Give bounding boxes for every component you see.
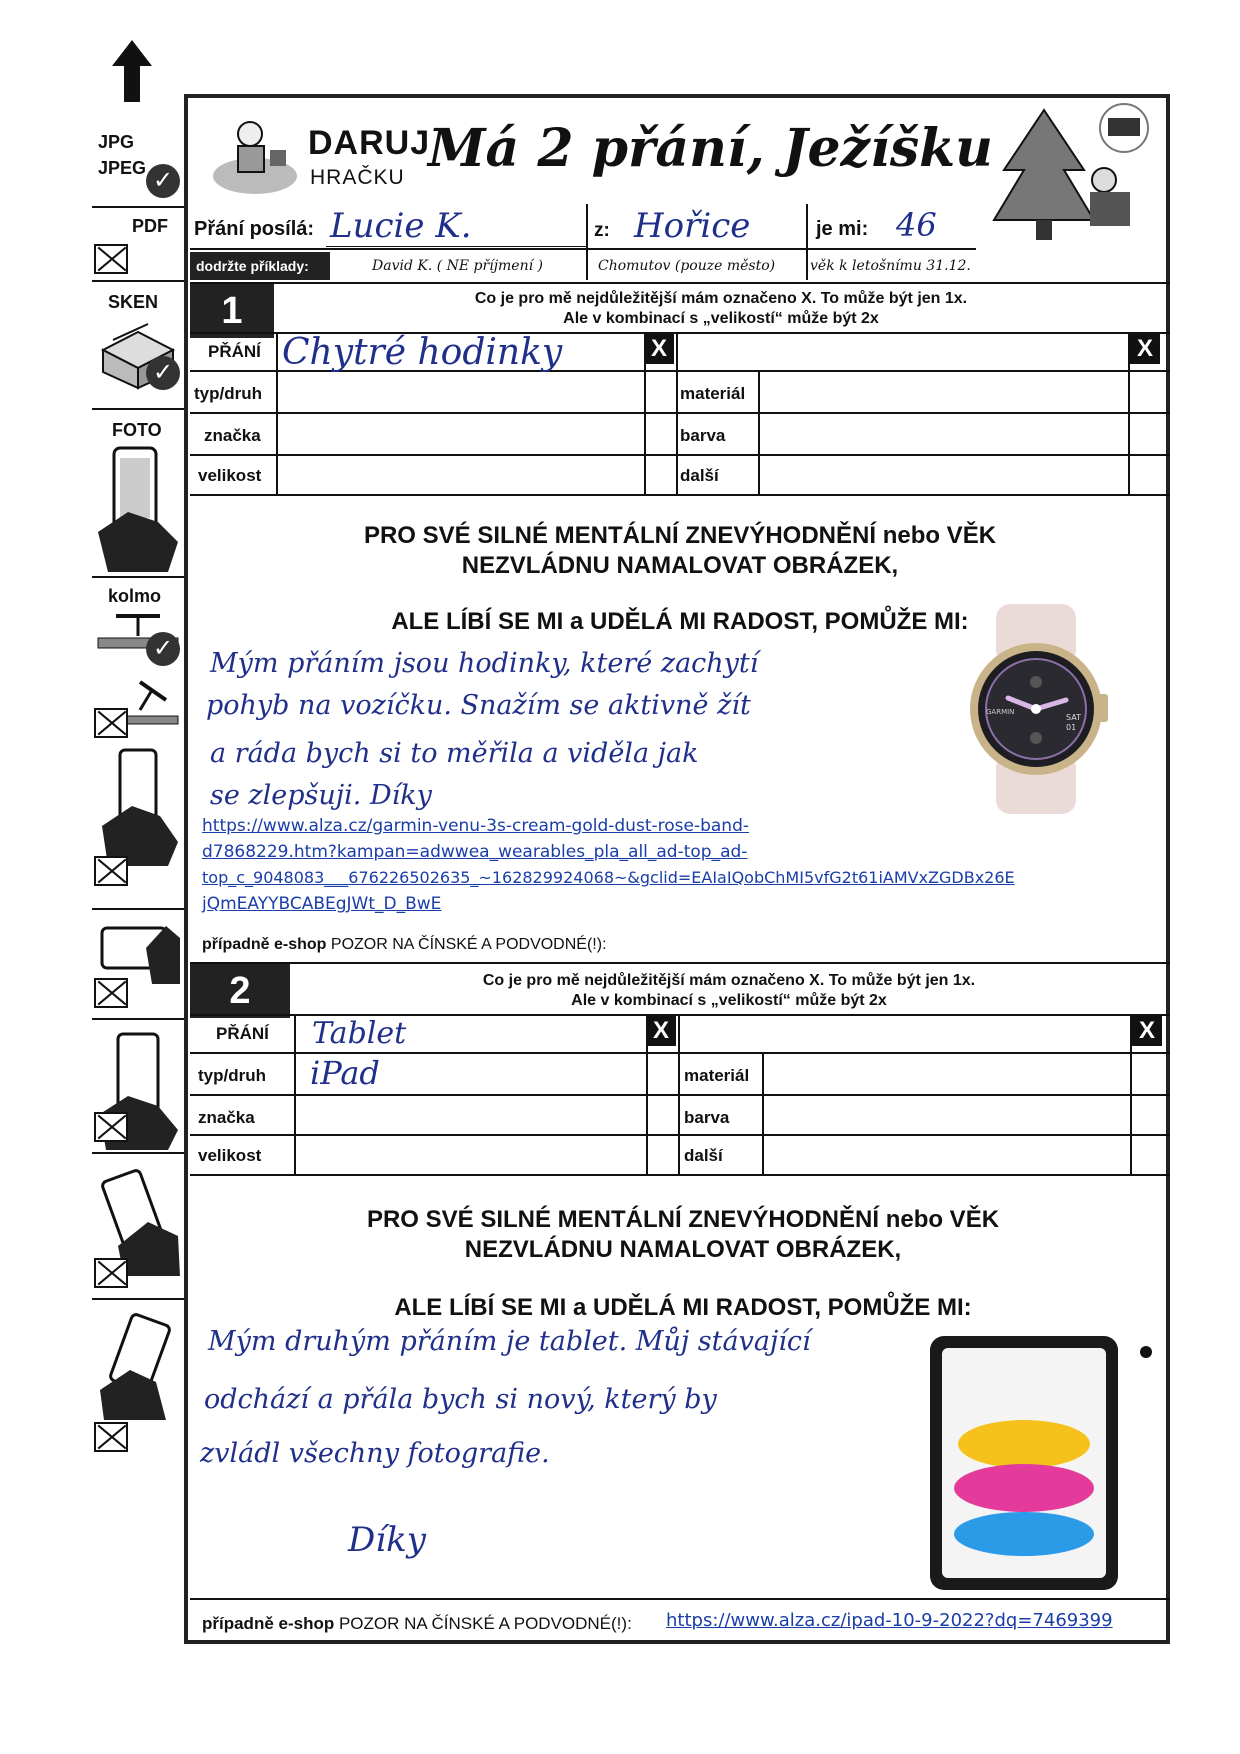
wish1-barva-label: barva [680, 426, 726, 445]
wish1-typ-label: typ/druh [194, 384, 262, 403]
wish2-znacka-label: značka [198, 1108, 255, 1127]
wish1-prani-value[interactable]: Chytré hodinky [282, 332, 563, 373]
cross-box-icon [94, 708, 128, 738]
watch-date: 01 [1066, 723, 1077, 732]
sidebar-sken-label: SKEN [108, 292, 159, 312]
logo-line1: DARUJ [308, 124, 431, 162]
wish1-velikost-label: velikost [198, 466, 262, 485]
wish2-number: 2 [190, 964, 290, 1018]
sidebar-jpg-label: JPG [98, 132, 135, 152]
wish2-handwritten-line4: Díky [348, 1520, 426, 1560]
example-name: David K. ( NE příjmení ) [372, 258, 544, 274]
wish2-prani-label: PŘÁNÍ [216, 1024, 269, 1043]
cross-box-icon [94, 978, 128, 1008]
wish2-eshop-label-bold: případně e-shop [202, 1614, 335, 1633]
check-icon: ✓ [146, 632, 180, 666]
wish1-url-line3[interactable]: top_c_9048083___676226502635_~162829924068~&gclid=EAIaIQobChMI5vfG2t61iAMVxZGDBx26E [202, 868, 1015, 887]
logo-line2: HRAČKU [310, 166, 405, 189]
check-icon: ✓ [146, 164, 180, 198]
from-value[interactable]: Hořice [634, 206, 751, 246]
wish2-instruction-line2: Ale v kombinací s „velikostí“ může být 2x [571, 992, 887, 1009]
wish1-x-mark[interactable]: X [644, 334, 674, 364]
examples-label: dodržte příklady: [190, 252, 330, 280]
age-value[interactable]: 46 [896, 206, 937, 244]
wish2-notice-line1: PRO SVÉ SILNÉ MENTÁLNÍ ZNEVÝHODNĚNÍ nebo VĚK [366, 1206, 1000, 1233]
wish1-number: 1 [190, 284, 274, 338]
sidebar [92, 112, 184, 1642]
check-icon: ✓ [146, 356, 180, 390]
wish2-handwritten-line1: Mým druhým přáním je tablet. Můj stávající [208, 1326, 811, 1357]
sidebar-jpeg-label: JPEG [98, 158, 147, 178]
wish1-handwritten-line1: Mým přáním jsou hodinky, které zachytí [210, 648, 759, 679]
wish2-handwritten-line3: zvládl všechny fotografie. [200, 1438, 550, 1469]
wish1-eshop-label [202, 936, 607, 954]
wish2-instruction-line1: Co je pro mě nejdůležitější mám označeno X. To může být jen 1x. [482, 972, 976, 989]
wish1-handwritten-line3: a ráda bych si to měřila a viděla jak [210, 738, 699, 769]
wish1-prani-label: PŘÁNÍ [208, 342, 261, 361]
wish1-dalsi-label: další [680, 466, 719, 485]
sidebar-kolmo-label: kolmo [108, 586, 162, 606]
phone-rotated-icon [98, 1310, 182, 1420]
sender-label: Přání posílá: [194, 218, 315, 240]
smartwatch-image [926, 604, 1162, 814]
phone-photo-icon [98, 442, 182, 572]
tablet-image [926, 1328, 1162, 1598]
wish2-barva-label: barva [684, 1108, 730, 1127]
wish1-handwritten-line2: pohyb na vozíčku. Snažím se aktivně žít [206, 690, 751, 721]
wish1-instruction-line1: Co je pro mě nejdůležitější mám označeno X. To může být jen 1x. [474, 290, 968, 307]
wish1-url-line2[interactable]: d7868229.htm?kampan=adwwea_wearables_pla_all_ad-top_ad- [202, 842, 748, 862]
up-arrow-icon [112, 40, 152, 102]
cross-box-icon [94, 1258, 128, 1288]
from-label: z: [594, 220, 610, 241]
wish1-notice-line2: NEZVLÁDNU NAMALOVAT OBRÁZEK, [461, 552, 899, 579]
wish2-x-mark-right[interactable]: X [1132, 1016, 1162, 1046]
example-city: Chomutov (pouze město) [598, 258, 776, 274]
wish2-handwritten-line2: odchází a přála bych si nový, který by [204, 1384, 717, 1415]
wish2-velikost-label: velikost [198, 1146, 262, 1165]
toys-illustration-icon [210, 110, 300, 196]
wish1-eshop-label-rest: POZOR NA ČÍNSKÉ A PODVODNÉ(!): [326, 936, 607, 953]
cross-box-icon [94, 244, 128, 274]
watch-brand: GARMIN [986, 708, 1015, 716]
sender-value[interactable]: Lucie K. [330, 206, 472, 246]
phone-tilted-icon [98, 746, 182, 866]
wish1-eshop-label-bold: případně e-shop [202, 936, 327, 953]
wish2-notice-line3: ALE LÍBÍ SE MI a UDĚLÁ MI RADOST, POMŮŽE MI: [394, 1294, 972, 1321]
wish1-handwritten-line4: se zlepšuji. Díky [210, 780, 432, 811]
wish2-url[interactable]: https://www.alza.cz/ipad-10-9-2022?dq=7469399 [666, 1610, 1113, 1631]
wish1-notice-line3: ALE LÍBÍ SE MI a UDĚLÁ MI RADOST, POMŮŽE MI: [391, 608, 969, 635]
wish2-eshop-label [202, 1614, 632, 1634]
cross-box-icon [94, 1422, 128, 1452]
cross-box-icon [94, 856, 128, 886]
wish2-prani-value[interactable]: Tablet [312, 1016, 407, 1051]
wish2-typ-label: typ/druh [198, 1066, 266, 1085]
sidebar-pdf-label: PDF [132, 216, 168, 236]
wish2-dalsi-label: další [684, 1146, 723, 1165]
wish1-url-line4[interactable]: jQmEAYYBCABEgJWt_D_BwE [202, 894, 442, 914]
sidebar-foto-label: FOTO [112, 420, 162, 440]
cross-box-icon [94, 1112, 128, 1142]
wish1-material-label: materiál [680, 384, 746, 403]
wish2-material-label: materiál [684, 1066, 750, 1085]
age-label: je mi: [816, 218, 869, 240]
wish1-instruction-line2: Ale v kombinací s „velikostí“ může být 2x [563, 310, 879, 327]
wish1-znacka-label: značka [204, 426, 261, 445]
wish1-notice-line1: PRO SVÉ SILNÉ MENTÁLNÍ ZNEVÝHODNĚNÍ nebo VĚK [363, 522, 997, 549]
page-title: Má 2 přání, Ježíšku [428, 118, 993, 179]
wish2-eshop-label-rest: POZOR NA ČÍNSKÉ A PODVODNÉ(!): [334, 1614, 632, 1633]
wish2-x-mark[interactable]: X [646, 1016, 676, 1046]
wish1-x-mark-right[interactable]: X [1130, 334, 1160, 364]
wish2-notice-line2: NEZVLÁDNU NAMALOVAT OBRÁZEK, [464, 1236, 902, 1263]
wish2-typ-value[interactable]: iPad [310, 1054, 380, 1092]
wish1-url-line1[interactable]: https://www.alza.cz/garmin-venu-3s-cream-gold-dust-rose-band- [202, 816, 749, 836]
watch-day: SAT [1066, 713, 1081, 722]
christmas-tree-illustration-icon [984, 100, 1164, 244]
example-age: věk k letošnímu 31.12. [810, 258, 971, 274]
